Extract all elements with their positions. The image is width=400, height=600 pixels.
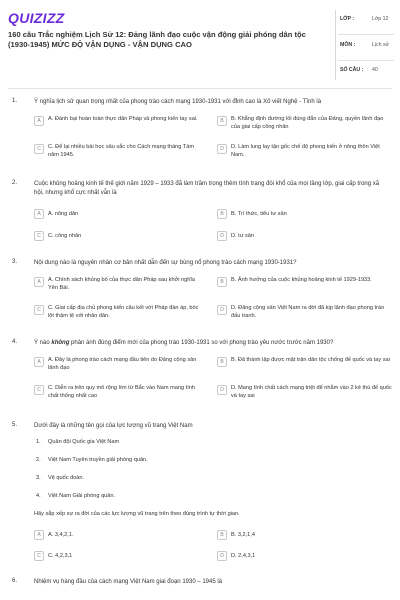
answer-option-c[interactable] <box>34 144 204 159</box>
option-letter-badge: B <box>217 277 227 287</box>
option-letter-badge: D <box>217 305 227 315</box>
meta-divider <box>338 60 394 61</box>
question-prompt: Hãy sắp xếp sự ra đời của các lực lượng vũ trang trên theo đúng trình tự thời gian. <box>34 511 240 517</box>
header-divider <box>8 88 392 89</box>
option-text: A. Đây là phong trào cách mạng đầu tiên do Đảng cộng sản lãnh đạo <box>48 357 197 371</box>
answer-option-a[interactable] <box>34 357 204 372</box>
option-letter-badge: A <box>34 277 44 287</box>
meta-divider <box>338 34 394 35</box>
option-text: D. tư sản <box>231 233 255 239</box>
option-text: A. Chính sách khủng bố của thực dân Pháp sau khởi nghĩa Yên Bái. <box>48 277 196 291</box>
question-number: 6. <box>12 578 18 584</box>
worksheet-header <box>0 0 400 88</box>
option-letter-badge: D <box>217 385 227 395</box>
answer-option-c[interactable] <box>34 385 204 400</box>
emphasis-word: không <box>51 340 70 346</box>
list-item-number: 2. <box>36 457 41 463</box>
question-text-start: Ý nào <box>34 340 52 346</box>
question-text: Cuộc khủng hoảng kinh tế thế giới năm 1929 – 1933 đã làm trầm trọng thêm tình trạng đói khổ của mọi tầng lớp, giai cấp trong xã hội, nhưng khổ cực nhất vẫn là <box>34 181 380 196</box>
option-letter-badge: A <box>34 116 44 126</box>
question-text: Nội dung nào là nguyên nhân cơ bản nhất dẫn đến sự bùng nổ phong trào cách mạng 1930-1931? <box>34 260 297 266</box>
option-text: A. 3,4,2,1. <box>48 532 74 538</box>
answer-option-d[interactable] <box>217 385 392 400</box>
list-item-number: 3. <box>36 475 41 481</box>
option-text: A. Đánh bại hoàn toàn thực dân Pháp và phong kiến tay sai. <box>48 116 198 122</box>
answer-option-a[interactable] <box>34 116 204 126</box>
question-number: 2. <box>12 180 18 186</box>
option-text: C. Để lại nhiều bài học sâu sắc cho Cách mạng tháng Tám năm 1945. <box>48 144 195 158</box>
answer-option-b[interactable] <box>217 357 392 367</box>
option-letter-badge: B <box>217 357 227 367</box>
answer-option-c[interactable] <box>34 231 204 241</box>
option-text: C. công nhân <box>48 233 82 239</box>
option-letter-badge: A <box>34 209 44 219</box>
option-letter-badge: B <box>217 209 227 219</box>
answer-option-d[interactable] <box>217 231 392 241</box>
option-letter-badge: D <box>217 144 227 154</box>
list-item-text: Việt Nam Tuyên truyền giải phóng quân. <box>48 457 148 463</box>
answer-option-b[interactable] <box>217 116 392 131</box>
option-letter-badge: A <box>34 530 44 540</box>
answer-option-b[interactable] <box>217 209 392 219</box>
list-item-text: Quân đội Quốc gia Việt Nam <box>48 439 120 445</box>
list-item <box>36 493 115 499</box>
question-text: Nhiệm vụ hàng đầu của cách mạng Việt Nam giai đoạn 1930 – 1945 là <box>34 579 223 585</box>
answer-option-d[interactable] <box>217 144 392 159</box>
list-item <box>36 475 84 481</box>
class-label: LỚP : <box>340 16 355 22</box>
quizizz-logo: QUIZIZZ <box>8 10 65 26</box>
count-label: SỐ CÂU : <box>340 67 364 73</box>
answer-option-a[interactable] <box>34 209 204 219</box>
header-divider <box>335 10 336 80</box>
option-letter-badge: B <box>217 116 227 126</box>
question-number: 3. <box>12 259 18 265</box>
option-letter-badge: B <box>217 530 227 540</box>
option-text: C. Giai cấp địa chủ phong kiến câu kết với Pháp đàn áp, bóc lột thậm tệ với nhân dân. <box>48 305 199 319</box>
option-text: D. Đảng cộng sản Việt Nam ra đời đã kịp lãnh đạo phong trào đấu tranh. <box>231 305 385 319</box>
option-text: B. 3,2,1,4 <box>231 532 255 538</box>
option-text: B. Đã thành lập được mặt trận dân tộc chống đế quốc và tay sai <box>231 357 390 363</box>
option-text: B. Trí thức, tiểu tư sản <box>231 211 287 217</box>
option-letter-badge: A <box>34 357 44 367</box>
question-number: 5. <box>12 422 18 428</box>
answer-option-a[interactable] <box>34 277 204 292</box>
answer-option-b[interactable] <box>217 277 392 287</box>
option-letter-badge: D <box>217 551 227 561</box>
option-text: A. nông dân <box>48 211 79 217</box>
question-text: Ý nghĩa lịch sử quan trọng nhất của phong trào cách mạng 1930-1931 với đỉnh cao là Xô viết Nghệ - Tĩnh là <box>34 99 322 105</box>
answer-option-d[interactable] <box>217 551 392 561</box>
list-item <box>36 457 148 463</box>
question-text <box>34 339 386 348</box>
answer-option-c[interactable] <box>34 551 204 561</box>
list-item-number: 4. <box>36 493 41 499</box>
list-item <box>36 439 119 445</box>
answer-option-b[interactable] <box>217 530 392 540</box>
class-value: Lớp 12 <box>372 16 389 22</box>
list-item-number: 1. <box>36 439 41 445</box>
option-letter-badge: D <box>217 231 227 241</box>
option-text: D. Mang tính chất cách mạng triệt để nhằm vào 2 kẻ thù đế quốc và tay sai <box>231 385 392 399</box>
option-letter-badge: C <box>34 231 44 241</box>
answer-option-d[interactable] <box>217 305 392 320</box>
count-value: 40 <box>372 67 378 73</box>
question-number: 1. <box>12 98 18 104</box>
option-text: B. Khẳng định đường lối đúng đắn của Đảng, quyền lãnh đạo của giai cấp công nhân <box>231 116 384 130</box>
list-item-text: Việt Nam Giải phóng quân. <box>48 493 116 499</box>
subject-value: Lịch sử <box>372 42 390 48</box>
option-letter-badge: C <box>34 385 44 395</box>
list-item-text: Vệ quốc đoàn. <box>48 475 85 481</box>
document-title: 160 câu Trắc nghiệm Lịch Sử 12: Đảng lãnh đạo cuộc vận động giải phóng dân tộc (1930-1945) MỨC ĐỘ VẬN DỤNG - VẬN DỤNG CAO <box>8 30 306 49</box>
option-text: C. Diễn ra trên quy mô rộng lớn từ Bắc vào Nam mang tính chất thống nhất cao <box>48 385 196 399</box>
option-letter-badge: C <box>34 305 44 315</box>
answer-option-c[interactable] <box>34 305 204 320</box>
answer-option-a[interactable] <box>34 530 204 540</box>
option-letter-badge: C <box>34 144 44 154</box>
question-text-end: phản ánh đúng điểm mới của phong trào 1930-1931 so với phong trào yêu nước trước năm 1930? <box>69 340 334 346</box>
option-letter-badge: C <box>34 551 44 561</box>
question-text: Dưới đây là những tên gọi của lực lượng vũ trang Việt Nam <box>34 423 193 429</box>
subject-label: MÔN : <box>340 42 356 48</box>
option-text: B. Ảnh hưởng của cuộc khủng hoảng kinh tế 1929-1933. <box>231 277 372 283</box>
option-text: D. 2,4,3,1 <box>231 553 256 559</box>
question-number: 4. <box>12 339 18 345</box>
option-text: C. 4,2,3,1 <box>48 553 73 559</box>
option-text: D. Làm lung lay tận gốc chế độ phong kiến ở nông thôn Việt Nam. <box>231 144 380 158</box>
